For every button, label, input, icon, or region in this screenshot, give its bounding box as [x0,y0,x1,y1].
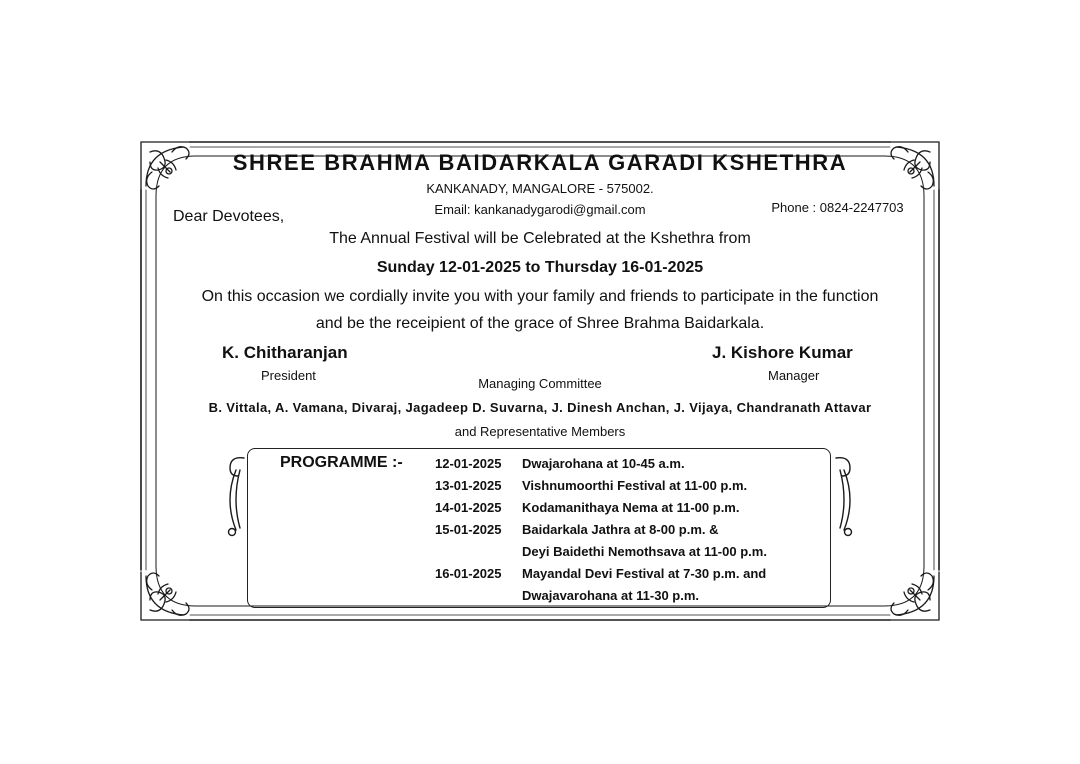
programme-date: 15-01-2025 [435,522,502,537]
announcement-line: The Annual Festival will be Celebrated at the Kshethra from [329,230,751,247]
programme-row [0,478,1080,500]
committee-members: B. Vittala, A. Vamana, Divaraj, Jagadeep D. Suvarna, J. Dinesh Anchan, J. Vijaya, Chandranath Attavar [208,400,872,415]
invitation-line-2: and be the receipient of the grace of Shree Brahma Baidarkala. [315,315,765,332]
temple-title: SHREE BRAHMA BAIDARKALA GARADI KSHETHRA [232,150,848,175]
programme-row [0,522,1080,544]
programme-event: Kodamanithaya Nema at 11-00 p.m. [522,500,740,515]
contact-email: Email: kankanadygarodi@gmail.com [434,202,646,217]
programme-event: Dwajavarohana at 11-30 p.m. [522,588,700,603]
programme-date: 14-01-2025 [435,500,502,515]
programme-date: 16-01-2025 [435,566,502,581]
invitation-line: On this occasion we cordially invite you with your family and friends to participate in the function [201,288,879,305]
programme-row [0,456,1080,478]
manager-role: Manager [768,368,820,383]
president-role: President [261,368,316,383]
programme-event: Mayandal Devi Festival at 7-30 p.m. and [522,566,767,581]
programme-event: Dwajarohana at 10-45 a.m. [522,456,685,471]
festival-dates: Sunday 12-01-2025 to Thursday 16-01-2025 [376,259,704,276]
programme-row [0,544,1080,566]
manager-name: J. Kishore Kumar [712,343,853,362]
programme-event: Vishnumoorthi Festival at 11-00 p.m. [522,478,748,493]
programme-date: 12-01-2025 [435,456,502,471]
committee-label: Managing Committee [478,376,602,391]
programme-event: Deyi Baidethi Nemothsava at 11-00 p.m. [522,544,767,559]
programme-row [0,588,1080,610]
programme-event: Baidarkala Jathra at 8-00 p.m. & [522,522,719,537]
programme-date: 13-01-2025 [435,478,502,493]
president-name: K. Chitharanjan [222,343,348,362]
temple-address: KANKANADY, MANGALORE - 575002. [426,181,654,196]
programme-label: PROGRAMME :- [280,454,403,471]
greeting: Dear Devotees, [173,208,285,225]
programme-row [0,500,1080,522]
contact-phone: Phone : 0824-2247703 [771,200,904,215]
representative-members: and Representative Members [454,424,626,439]
programme-row [0,566,1080,588]
